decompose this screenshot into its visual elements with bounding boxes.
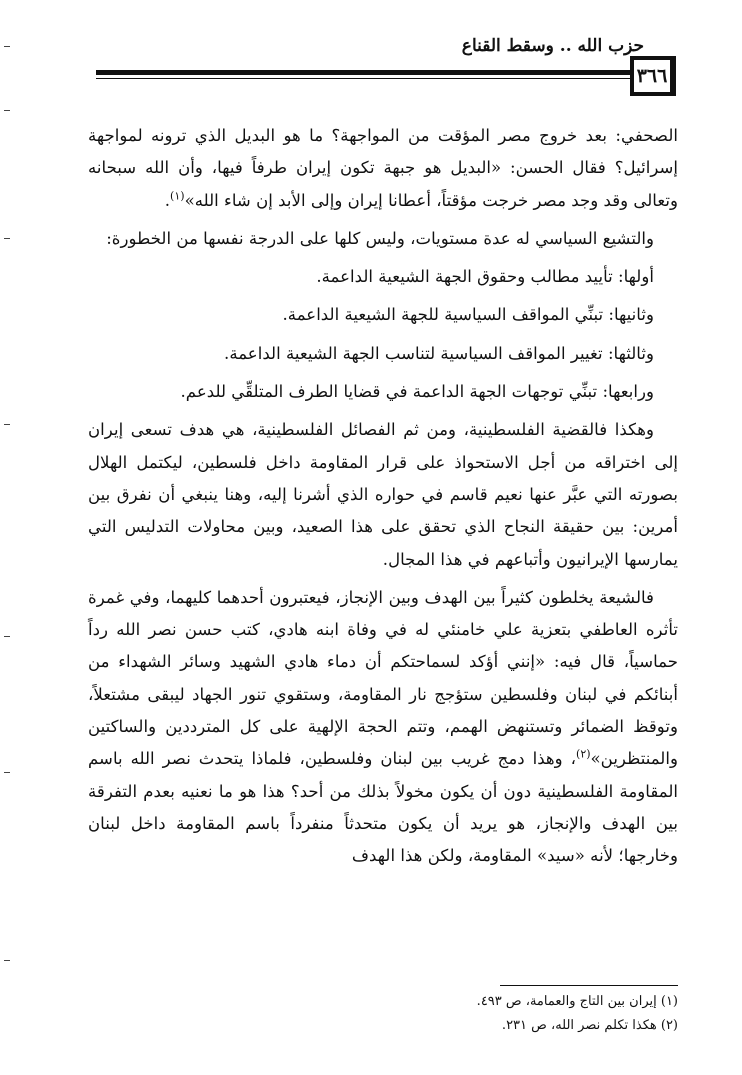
body-text bbox=[88, 120, 678, 873]
scan-margin-mark bbox=[4, 424, 10, 425]
footnote: (٢) هكذا تكلم نصر الله، ص ٢٣١. bbox=[501, 1018, 678, 1033]
footnotes bbox=[88, 990, 678, 1038]
paragraph: والتشيع السياسي له عدة مستويات، وليس كلها على الدرجة نفسها من الخطورة: bbox=[106, 228, 654, 248]
list-item: ورابعها: تبنِّي توجهات الجهة الداعمة في قضايا الطرف المتلقِّي للدعم. bbox=[180, 382, 654, 402]
list-item: أولها: تأييد مطالب وحقوق الجهة الشيعية الداعمة. bbox=[316, 267, 654, 287]
footnote-ref: (٢) bbox=[576, 747, 591, 761]
header-rule-thin bbox=[96, 78, 632, 79]
list-item: وثالثها: تغيير المواقف السياسية لتناسب الجهة الشيعية الداعمة. bbox=[224, 343, 654, 363]
scan-margin-mark bbox=[4, 960, 10, 961]
footnote: (١) إيران بين التاج والعمامة، ص ٤٩٣. bbox=[476, 994, 678, 1009]
paragraph: الصحفي: بعد خروج مصر المؤقت من المواجهة؟ ما هو البديل الذي ترونه لمواجهة إسرائيل؟ فقال الحسن: «البديل هو جبهة تكون إيران طرفاً فيها، وأن الله سبحانه وتعالى وقد وجد مصر خرجت مؤقتاً، أعطانا إيران وإلى الأبد إن شاء الله»$^{(١)}$. bbox=[88, 126, 678, 210]
scan-margin-mark bbox=[4, 636, 10, 637]
footnote-ref: (١) bbox=[170, 189, 185, 203]
scan-margin-mark bbox=[4, 110, 10, 111]
list-item: وثانيها: تبنِّي المواقف السياسية للجهة الشيعية الداعمة. bbox=[282, 305, 654, 325]
running-header-title: حزب الله .. وسقط القناع bbox=[461, 36, 644, 56]
paragraph: وهكذا فالقضية الفلسطينية، ومن ثم الفصائل الفلسطينية، هي هدف تسعى إيران إلى اختراقه من أجل الاستحواذ على قرار المقاومة داخل فلسطين، ليكتمل الهلال بصورته التي عبَّر عنها نعيم قاسم في حواره الذي أشرنا إليه، وهنا ينبغي أن نفرق بين أمرين: بين حقيقة النجاح الذي تحقق على هذا الصعيد، وبين محاولات التدليس التي يمارسها الإيرانيون وأتباعهم في هذا المجال. bbox=[88, 420, 678, 569]
scan-margin-mark bbox=[4, 238, 10, 239]
scan-margin-mark bbox=[4, 772, 10, 773]
header-rule-thick bbox=[96, 70, 632, 75]
paragraph: فالشيعة يخلطون كثيراً بين الهدف وبين الإنجاز، فيعتبرون أحدهما كليهما، وفي غمرة تأثره العاطفي بتعزية علي خامنئي له في وفاة ابنه هادي، كتب حسن نصر الله رداً حماسياً، قال فيه: «إنني أؤكد لسماحتكم أن دماء هادي الشهيد وسائر الشهداء من أبنائكم في لبنان وفلسطين ستؤجج نار المقاومة، وستقوي تنور الجهاد ليبقى مشتعلاً، وتوقظ الضمائر وتستنهض الهمم، وتتم الحجة الإلهية على كل المترددين والساكتين والمنتظرين»$^{(٢)}$، وهذا دمج غريب بين لبنان وفلسطين، فلماذا يتحدث نصر الله باسم المقاومة الفلسطينية دون أن يكون مخولاً بذلك من أحد؟ هذا هو ما نعنيه بعدم التفرقة بين الهدف والإنجاز، هو يريد أن يكون متحدثاً منفرداً باسم المقاومة داخل لبنان وخارجها؛ لأنه «سيد» المقاومة، ولكن هذا الهدف bbox=[88, 587, 678, 866]
footnote-separator bbox=[500, 985, 678, 986]
page-number: ٣٦٦ bbox=[630, 56, 676, 96]
scan-margin-mark bbox=[4, 46, 10, 47]
